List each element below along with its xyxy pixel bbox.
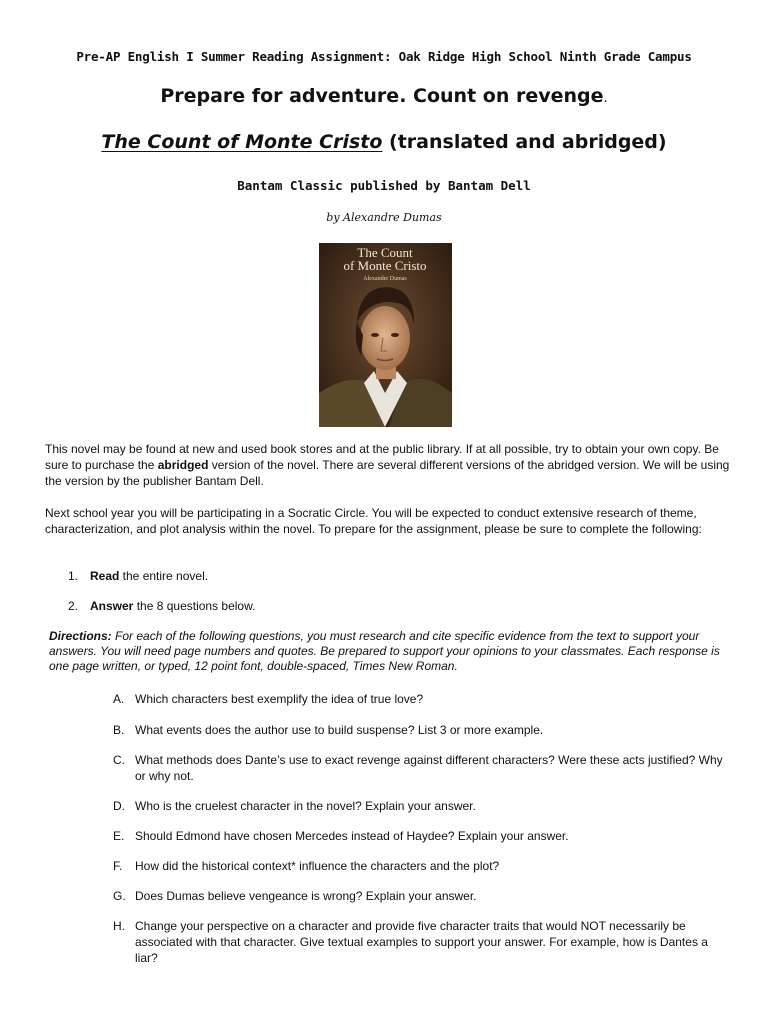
question-item <box>113 918 728 966</box>
question-letter: A. <box>113 692 125 706</box>
assignment-header: Pre-AP English I Summer Reading Assignment: Oak Ridge High School Ninth Grade Campus <box>76 49 692 64</box>
step-bold: Read <box>90 569 120 583</box>
step-item <box>68 569 718 583</box>
tagline-dot: . <box>603 91 608 106</box>
step-text: the 8 questions below. <box>133 599 256 613</box>
book-title-suffix: (translated and abridged) <box>382 131 667 153</box>
question-letter: E. <box>113 829 125 843</box>
question-letter: H. <box>113 919 125 933</box>
book-title-line <box>0 131 768 153</box>
question-item <box>113 691 728 707</box>
book-cover-illustration <box>319 243 452 427</box>
question-text: How did the historical context* influence the characters and the plot? <box>135 859 500 873</box>
cover-author: Alexander Dumas <box>363 276 407 282</box>
question-item <box>113 752 728 784</box>
publisher-line: Bantam Classic published by Bantam Dell <box>237 178 531 193</box>
step-item <box>68 599 718 613</box>
question-text: Change your perspective on a character and provide five character traits that would NOT necessarily be associated with that character. Give textual examples to support your answer. For example, how is Dantes a liar? <box>135 919 708 965</box>
cover-title-line2: of Monte Cristo <box>343 258 427 273</box>
question-text: Who is the cruelest character in the novel? Explain your answer. <box>135 799 476 813</box>
question-item <box>113 888 728 904</box>
paragraph1-bold: abridged <box>157 458 209 472</box>
step-number: 1. <box>68 569 79 583</box>
question-letter: F. <box>113 859 123 873</box>
question-letter: G. <box>113 889 126 903</box>
question-text: Should Edmond have chosen Mercedes instead of Haydee? Explain your answer. <box>135 829 569 843</box>
paragraph1-after: version of the novel. There are several different versions of the abridged version. We will be using the version by the publisher Bantam Dell. <box>45 458 730 488</box>
book-cover-image <box>319 243 452 427</box>
question-item <box>113 828 728 844</box>
question-letter: C. <box>113 753 125 767</box>
tagline-text: Prepare for adventure. Count on revenge <box>160 85 604 107</box>
question-item <box>113 858 728 874</box>
step-bold: Answer <box>90 599 134 613</box>
question-letter: D. <box>113 799 125 813</box>
cover-title-line1: The Count <box>357 245 413 260</box>
question-letter: B. <box>113 723 125 737</box>
directions-text: For each of the following questions, you must research and cite specific evidence from the text to support your answers. You will need page numbers and quotes. Be prepared to support your opinions to your classmates. Each response is one page written, or typed, 12 point font, double-spaced, Times New Roman. <box>49 629 720 673</box>
question-text: Which characters best exemplify the idea of true love? <box>135 692 424 706</box>
question-item <box>113 798 728 814</box>
directions-block <box>49 629 739 674</box>
step-number: 2. <box>68 599 79 613</box>
paragraph-availability <box>45 441 730 489</box>
author-line: by Alexandre Dumas <box>326 211 442 224</box>
step-text: the entire novel. <box>119 569 209 583</box>
tagline <box>0 85 768 107</box>
question-text: What events does the author use to build suspense? List 3 or more example. <box>135 723 544 737</box>
paragraph-socratic-circle: Next school year you will be participating in a Socratic Circle. You will be expected to conduct extensive research of theme, characterization, and plot analysis within the novel. To prepare for the assignment, please be sure to complete the following: <box>45 506 702 536</box>
directions-label: Directions: <box>49 629 112 643</box>
paragraph1-before: This novel may be found at new and used book stores and at the public library. If at all possible, try to obtain your own copy. Be sure to purchase the <box>45 442 719 472</box>
question-text: Does Dumas believe vengeance is wrong? Explain your answer. <box>135 889 477 903</box>
question-text: What methods does Dante’s use to exact revenge against different characters? Were these acts justified? Why or why not. <box>135 753 723 783</box>
question-item <box>113 722 728 738</box>
book-title: The Count of Monte Cristo <box>101 131 383 153</box>
